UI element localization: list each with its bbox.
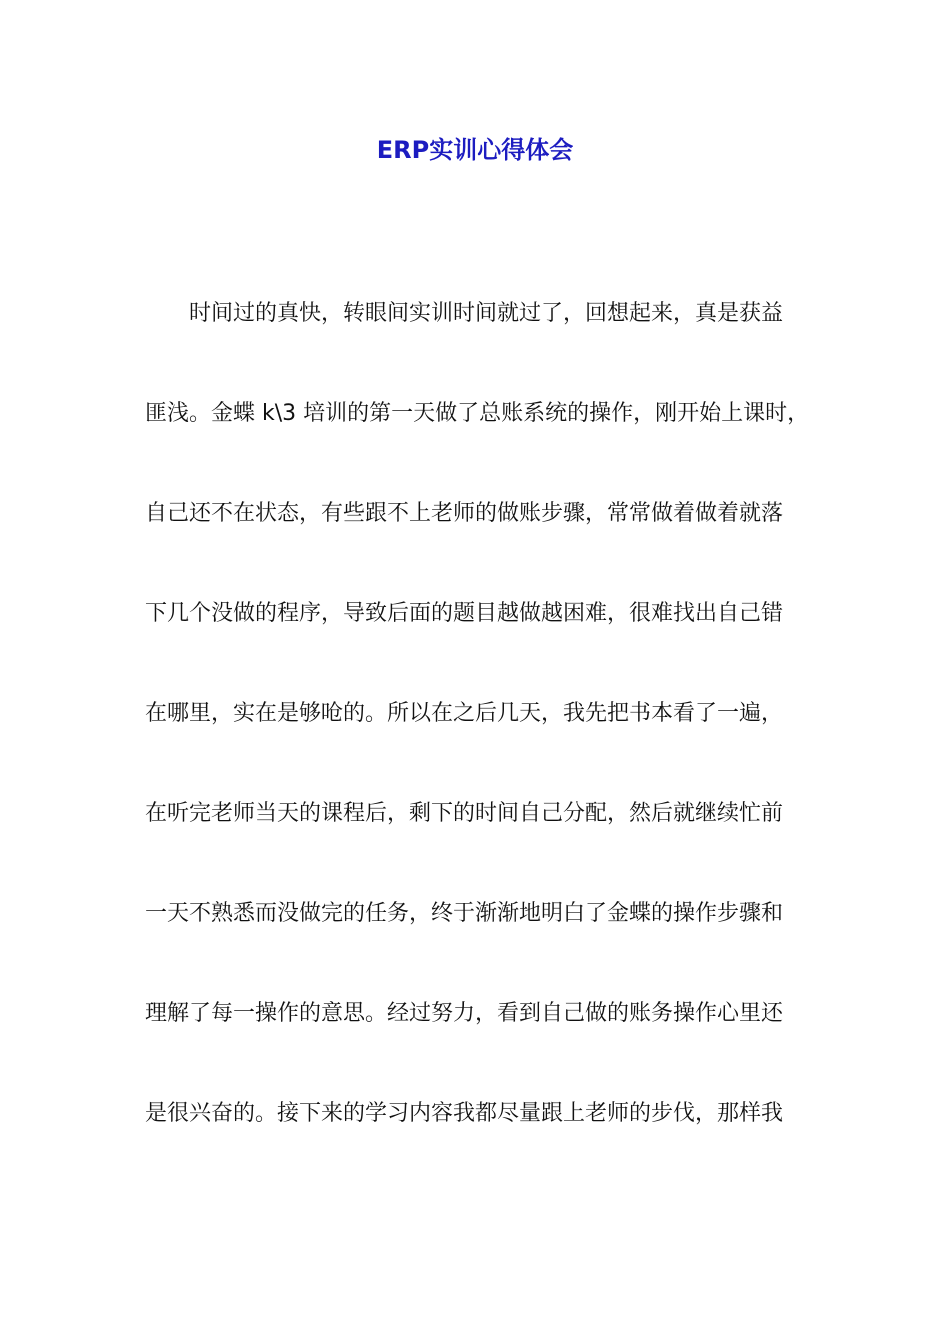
document-title: ERP实训心得体会 — [376, 136, 574, 164]
document-body — [145, 290, 825, 1190]
paragraph-line-4: 下几个没做的程序，导致后面的题目越做越困难，很难找出自己错 — [145, 601, 784, 626]
paragraph-line-6: 在听完老师当天的课程后，剩下的时间自己分配，然后就继续忙前 — [145, 801, 784, 826]
paragraph-line-2: 匪浅。金蝶 k\3 培训的第一天做了总账系统的操作，刚开始上课时， — [145, 401, 810, 426]
paragraph-line-7: 一天不熟悉而没做完的任务，终于渐渐地明白了金蝶的操作步骤和 — [145, 901, 784, 926]
paragraph-line-5: 在哪里，实在是够呛的。所以在之后几天，我先把书本看了一遍， — [145, 701, 784, 726]
paragraph-line-9: 是很兴奋的。接下来的学习内容我都尽量跟上老师的步伐，那样我 — [145, 1101, 784, 1126]
paragraph-line-8: 理解了每一操作的意思。经过努力，看到自己做的账务操作心里还 — [145, 1001, 784, 1026]
paragraph-line-3: 自己还不在状态，有些跟不上老师的做账步骤，常常做着做着就落 — [145, 501, 784, 526]
paragraph-line-1: 时间过的真快，转眼间实训时间就过了，回想起来，真是获益 — [189, 301, 784, 326]
